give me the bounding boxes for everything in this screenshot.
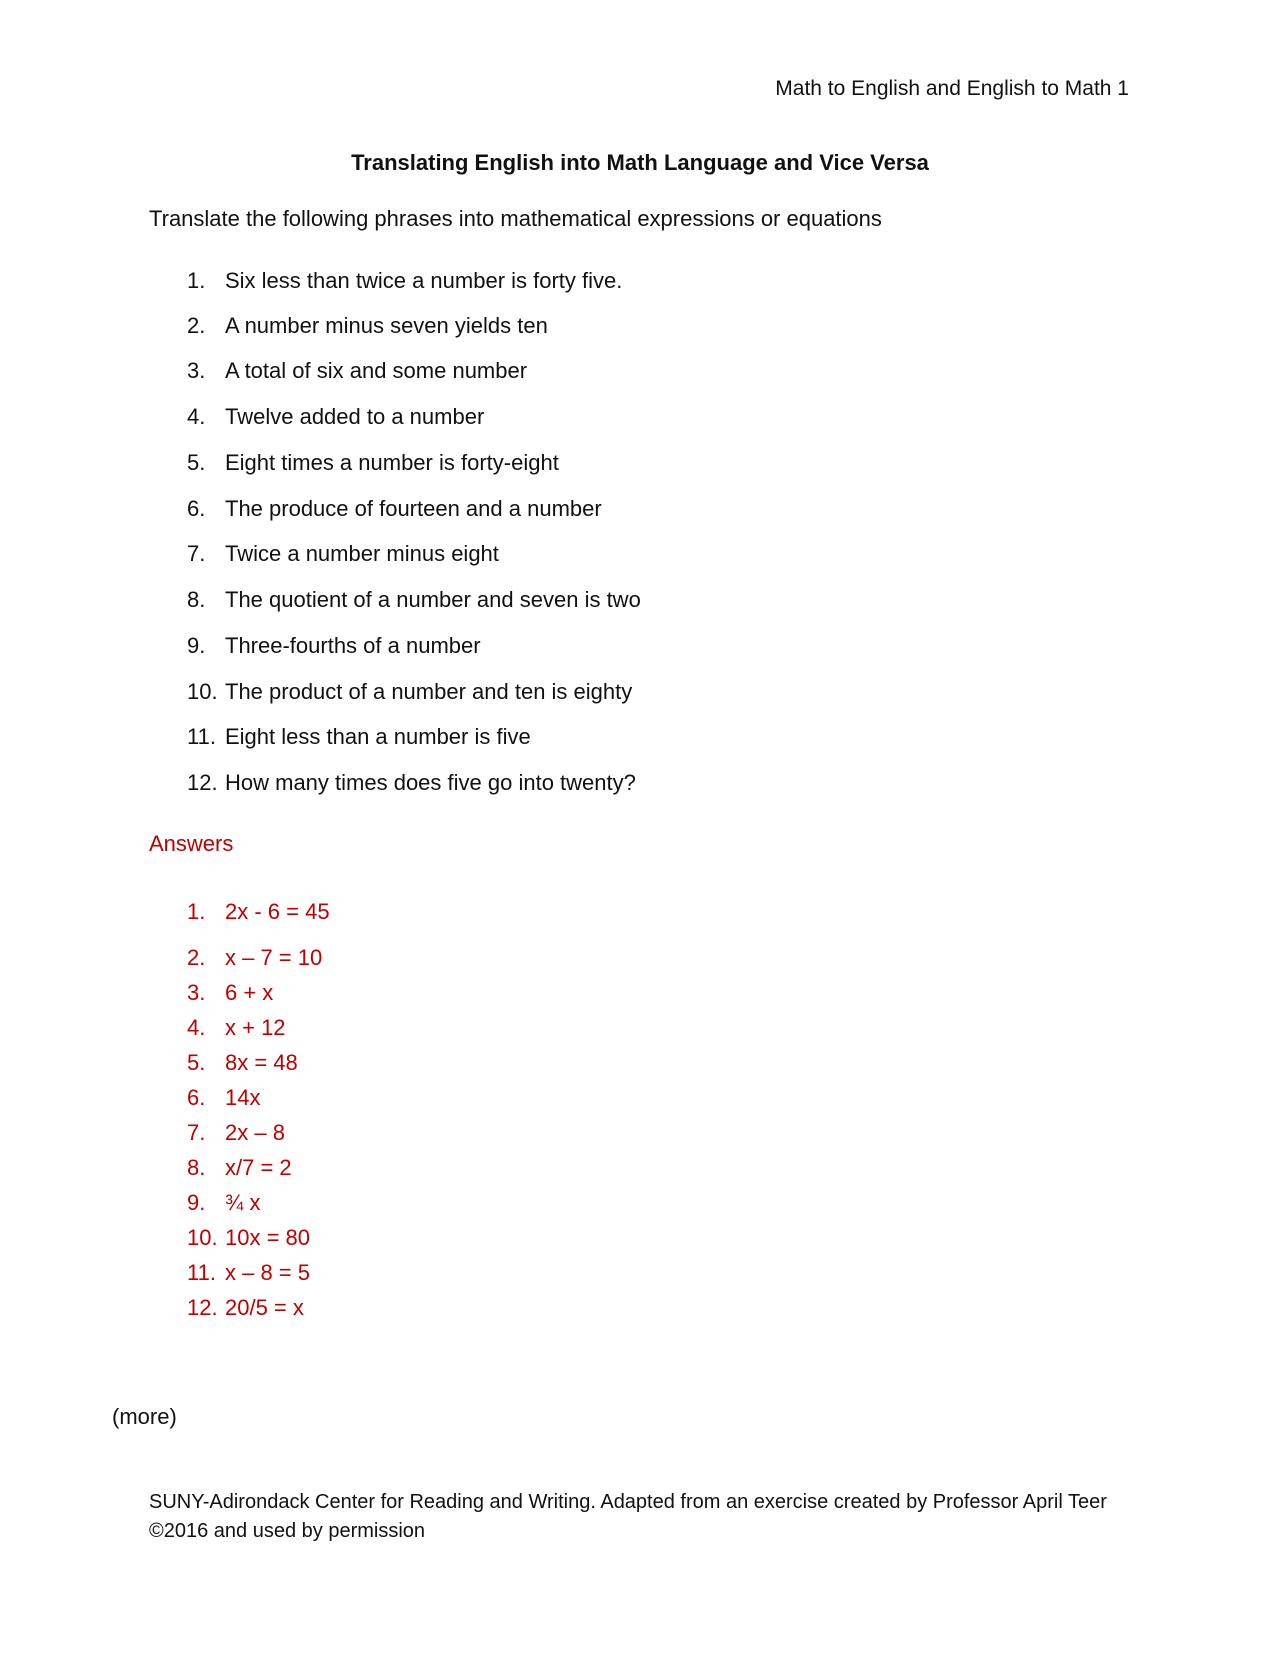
answer-number: 11. (187, 1260, 216, 1285)
question-number: 2. (187, 313, 206, 338)
answer-text: ¾ x (225, 1190, 261, 1215)
answer-number: 5. (187, 1050, 206, 1075)
answer-text: 10x = 80 (225, 1225, 311, 1250)
question-item (187, 724, 531, 750)
answer-text: 20/5 = x (225, 1295, 304, 1320)
answer-number: 3. (187, 980, 206, 1005)
answer-text: x + 12 (225, 1015, 286, 1040)
answer-item (187, 1225, 310, 1251)
answer-text: 8x = 48 (225, 1050, 298, 1075)
question-number: 11. (187, 724, 216, 749)
question-text: The produce of fourteen and a number (225, 496, 602, 521)
answer-item (187, 1015, 286, 1041)
answer-item (187, 899, 330, 925)
answer-item (187, 945, 322, 971)
question-number: 9. (187, 633, 206, 658)
answer-number: 4. (187, 1015, 206, 1040)
more-indicator: (more) (112, 1404, 177, 1429)
question-number: 8. (187, 587, 206, 612)
question-text: Twelve added to a number (225, 404, 485, 429)
question-item (187, 541, 499, 567)
answer-item (187, 1260, 310, 1286)
answer-item (187, 1050, 298, 1076)
question-text: The quotient of a number and seven is two (225, 587, 641, 612)
question-item (187, 358, 527, 384)
question-text: Eight less than a number is five (225, 724, 531, 749)
question-number: 6. (187, 496, 206, 521)
answer-text: x – 8 = 5 (225, 1260, 311, 1285)
answer-item (187, 1085, 260, 1111)
answers-heading: Answers (149, 831, 234, 856)
answer-item (187, 1120, 285, 1146)
question-text: Eight times a number is forty-eight (225, 450, 559, 475)
question-text: Twice a number minus eight (225, 541, 499, 566)
answer-number: 6. (187, 1085, 206, 1110)
answer-number: 7. (187, 1120, 206, 1145)
question-text: The product of a number and ten is eighty (225, 679, 633, 704)
question-item (187, 587, 641, 613)
question-text: Six less than twice a number is forty five. (225, 268, 623, 293)
question-text: A total of six and some number (225, 358, 528, 383)
question-number: 12. (187, 770, 218, 795)
answer-text: 6 + x (225, 980, 274, 1005)
question-number: 10. (187, 679, 218, 704)
answer-item (187, 1190, 260, 1216)
question-text: A number minus seven yields ten (225, 313, 548, 338)
page-title: Translating English into Math Language and Vice Versa (351, 150, 929, 175)
answer-item (187, 1295, 304, 1321)
answer-number: 2. (187, 945, 206, 970)
footer-credit: SUNY-Adirondack Center for Reading and Writing. Adapted from an exercise created by Professor April Teer ©2016 and used by permission (149, 1491, 1107, 1542)
answer-number: 10. (187, 1225, 218, 1250)
answer-number: 1. (187, 899, 206, 924)
answer-text: 2x – 8 (225, 1120, 285, 1145)
answer-item (187, 980, 273, 1006)
question-item (187, 313, 548, 339)
answer-number: 12. (187, 1295, 218, 1320)
question-text: How many times does five go into twenty? (225, 770, 636, 795)
question-text: Three-fourths of a number (225, 633, 481, 658)
question-item (187, 496, 602, 522)
question-item (187, 404, 484, 430)
answer-text: 14x (225, 1085, 261, 1110)
running-header: Math to English and English to Math 1 (775, 77, 1129, 100)
answer-text: x/7 = 2 (225, 1155, 292, 1180)
question-number: 7. (187, 541, 206, 566)
question-number: 4. (187, 404, 206, 429)
question-item (187, 633, 481, 659)
answer-text: 2x - 6 = 45 (225, 899, 330, 924)
question-item (187, 770, 636, 796)
instructions-text: Translate the following phrases into mathematical expressions or equations (149, 206, 882, 231)
question-item (187, 268, 622, 294)
answer-number: 9. (187, 1190, 206, 1215)
question-item (187, 450, 559, 476)
answer-number: 8. (187, 1155, 206, 1180)
answer-item (187, 1155, 292, 1181)
question-item (187, 679, 632, 705)
answer-text: x – 7 = 10 (225, 945, 323, 970)
question-number: 5. (187, 450, 206, 475)
question-number: 3. (187, 358, 206, 383)
question-number: 1. (187, 268, 206, 293)
